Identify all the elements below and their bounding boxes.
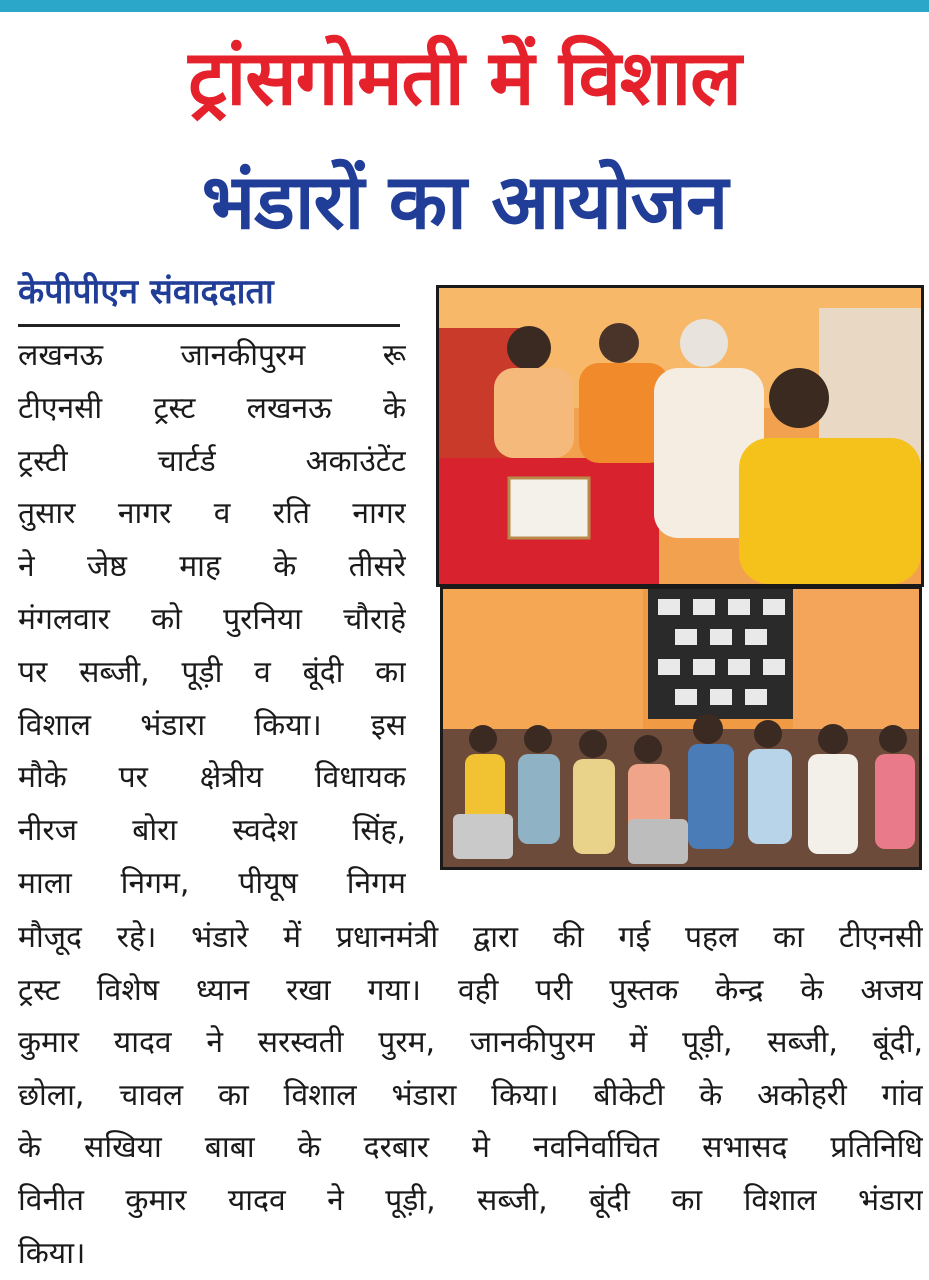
full-line: के सखिया बाबा के दरबार मे नवनिर्वाचित सभासद प्रतिनिधि — [18, 1130, 923, 1166]
full-line: कुमार यादव ने सरस्वती पुरम, जानकीपुरम में पूड़ी, सब्जी, बूंदी, — [18, 1025, 923, 1061]
full-line: विनीत कुमार यादव ने पूड़ी, सब्जी, बूंदी का विशाल भंडारा — [18, 1182, 923, 1218]
full-line: किया। — [18, 1235, 86, 1271]
event-photo-distribution — [440, 586, 922, 870]
headline-line-2: भंडारों का आयोजन — [201, 157, 728, 246]
full-line: मौजूद रहे। भंडारे में प्रधानमंत्री द्वारा की गई पहल का टीएनसी — [18, 920, 923, 955]
article-full-width-text — [18, 912, 923, 1280]
column-line: लखनऊ जानकीपुरम रू — [18, 338, 406, 373]
column-line: पर सब्जी, पूड़ी व बूंदी का — [18, 654, 406, 690]
column-line: मौके पर क्षेत्रीय विधायक — [18, 760, 406, 796]
column-line: विशाल भंडारा किया। इस — [18, 707, 406, 743]
full-line: छोला, चावल का विशाल भंडारा किया। बीकेटी के अकोहरी गांव — [18, 1077, 923, 1113]
column-line: तुसार नागर व रति नागर — [18, 496, 406, 532]
column-line: ने जेष्ठ माह के तीसरे — [18, 549, 406, 585]
top-color-bar — [0, 0, 929, 12]
column-line: माला निगम, पीयूष निगम — [18, 865, 406, 901]
column-line: टीएनसी ट्रस्ट लखनऊ के — [18, 390, 406, 426]
full-line: ट्रस्ट विशेष ध्यान रखा गया। वही परी पुस्तक केन्द्र के अजय — [18, 972, 923, 1008]
column-line: नीरज बोरा स्वदेश सिंह, — [18, 813, 406, 849]
column-line: ट्रस्टी चार्टर्ड अकाउंटेंट — [18, 443, 406, 479]
event-photo-guests — [436, 285, 924, 587]
article-column-text — [18, 330, 406, 911]
byline: केपीपीएन संवाददाता — [18, 266, 400, 327]
column-line: मंगलवार को पुरनिया चौराहे — [18, 601, 406, 637]
headline-line-1: ट्रांसगोमती में विशाल — [188, 33, 741, 122]
